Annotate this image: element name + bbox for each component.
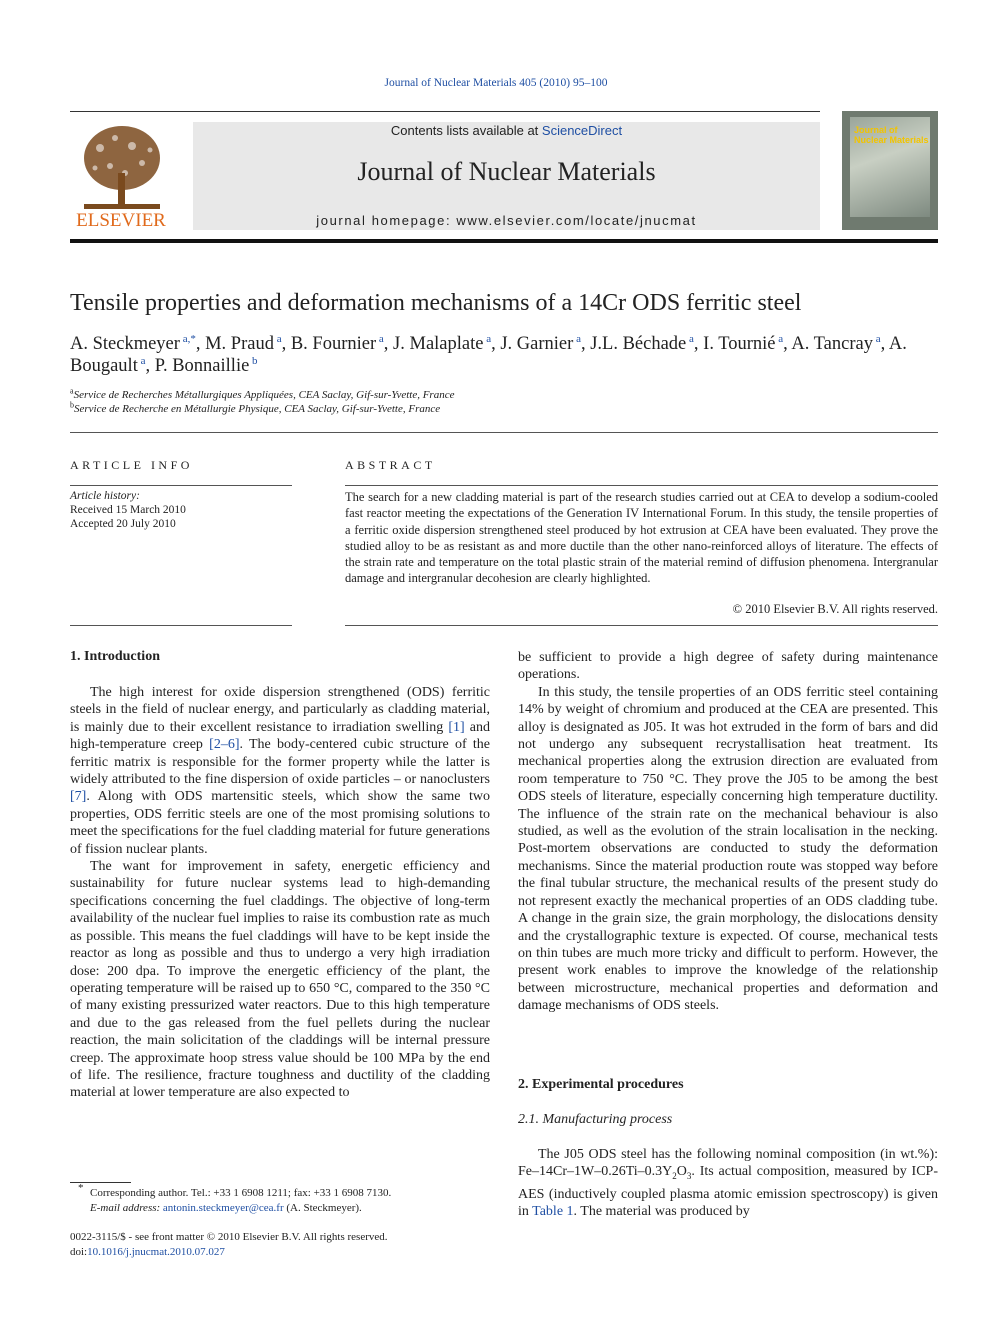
abstract-copyright: © 2010 Elsevier B.V. All rights reserved. — [732, 602, 938, 616]
affiliation-b: $^b$Service de Recherche en Métallurgie Physique, CEA Saclay, Gif-sur-Yvette, France — [70, 400, 441, 415]
author-affiliation-mark[interactable]: a — [573, 332, 581, 345]
author-affiliation-mark[interactable]: a — [273, 332, 282, 345]
right-column — [518, 649, 938, 1015]
author-name: A. Steckmeyer — [70, 334, 180, 354]
intro-paragraph-3: In this study, the tensile properties of an ODS ferritic steel containing 14% by weight of chromium and produced at the CEA are presented. This alloy is designated as J05. It was hot extruded in the form of bars and did not undergo any subsequent recrystallisation heat treatment. Its mechanical properties along the extrusion direction are evaluated from room temperature to 750 °C. They prove the J05 to be among the best ODS steels of literature, especially concerning high temperature ductility. The influence of the strain rate on the mechanical behaviour is also studied, as well as the evolution of the strain localisation in the necking. Post-mortem observations are conducted to study the deformation mechanisms. Since the material production route was stopped way before the final tubular structure, the mechanical results of the present study do not represent exactly the mechanical properties of an ODS cladding tube. A change in the grain size, the grain morphology, the dislocations density and the crystallographic texture is expected. Of course, mechanical tests on thin tubes are much more tricky and difficult to perform. However, the present work enables to improve the knowledge of the relationship between microstructure, mechanical properties and deformation and damage mechanisms of ODS steels. — [518, 684, 938, 1014]
cover-title: Journal of Nuclear Materials — [854, 125, 929, 145]
header-rule — [70, 111, 820, 112]
abstract-bottom-rule — [345, 625, 938, 626]
author-name: J. Malaplate — [393, 334, 484, 354]
journal-cover — [842, 111, 938, 230]
article-info-heading: ARTICLE INFO — [70, 458, 193, 472]
author-affiliation-mark[interactable]: a — [775, 332, 784, 345]
issn-line: 0022-3115/$ - see front matter © 2010 Elsevier B.V. All rights reserved. — [70, 1231, 388, 1243]
manufacturing-paragraph: The J05 ODS steel has the following nominal composition (in wt.%): $Fe-14Cr-1W-0.26Ti-0.3Y_2O_3$. Its actual composition, measured by ICP-AES (inductively coupled plasma atomic emission spectroscopy) is given in Table 1. The material was produced by — [518, 1147, 938, 1220]
author-affiliation-mark[interactable]: a — [376, 332, 384, 345]
author-affiliation-mark[interactable]: a — [483, 332, 492, 345]
author-name: A. Tancray — [791, 334, 873, 354]
author-affiliation-mark[interactable]: a — [686, 332, 694, 345]
article-history: Article history: Received 15 March 2010 Accepted 20 July 2010 — [70, 490, 186, 530]
author-name: A. Bougault — [70, 334, 907, 376]
intro-paragraph-1: The high interest for oxide dispersion strengthened (ODS) ferritic steels in the field of nuclear energy, and particularly as cladding material, is mainly due to their excellent resistance to irradiation swelling [1] and high-temperature creep [2–6]. The body-centered cubic structure of the ferritic matrix is responsible for the former property while the latter is widely attributed to the fine dispersion of oxide particles – or nanoclusters [7]. Along with ODS martensitic steels, which show the same two properties, ODS ferritic steels are one of the most promising solutions to meet the specifications for the fuel cladding material for future generations of fission nuclear plants. — [70, 685, 491, 857]
ref-2-6-link[interactable]: [2–6] — [209, 737, 240, 753]
ref-1-link[interactable]: [1] — [448, 719, 465, 735]
corresponding-author: Corresponding author. Tel.: +33 1 6908 1211; fax: +33 1 6908 7130. — [90, 1187, 392, 1199]
author-name: I. Tournié — [703, 334, 776, 354]
email-link[interactable]: antonin.steckmeyer@cea.fr — [162, 1202, 284, 1214]
section-2-1-heading: 2.1. Manufacturing process — [518, 1112, 673, 1127]
author-affiliation-mark[interactable]: a — [872, 332, 881, 345]
header-thick-rule — [70, 239, 938, 243]
elsevier-logo — [70, 118, 172, 233]
doi-link[interactable]: 10.1016/j.jnucmat.2010.07.027 — [87, 1246, 225, 1258]
author-name: J.L. Béchade — [590, 334, 687, 354]
section-2-heading: 2. Experimental procedures — [518, 1077, 684, 1092]
affiliation-a: $^a$Service de Recherches Métallurgiques Appliquées, CEA Saclay, Gif-sur-Yvette, France — [70, 386, 455, 401]
ref-7-link[interactable]: [7] — [70, 789, 87, 805]
sciencedirect-link[interactable]: ScienceDirect — [541, 123, 623, 138]
footnote-star: * — [78, 1182, 84, 1194]
publisher-name: ELSEVIER — [76, 210, 166, 231]
table-1-link[interactable]: Table 1 — [532, 1204, 574, 1220]
journal-citation[interactable]: Journal of Nuclear Materials 405 (2010) 95–100 — [384, 77, 608, 89]
doi-line: doi:10.1016/j.jnucmat.2010.07.027 — [70, 1246, 225, 1258]
intro-paragraph-2: The want for improvement in safety, energetic efficiency and sustainability for future nuclear systems lead to high-demanding specifications concerning the fuel claddings. The objective of long-term availability of the nuclear fuel implies to raise its combustion rate as much as possible. This means the fuel claddings will have to be kept inside the reactor as long as possible and thus to undergo a very high irradiation dose: 200 dpa. To improve the energetic efficiency of the plant, the operating temperature will be raised up to 650 °C, compared to the 350 °C of many existing pressurized water reactors. Due to this high temperature and due to the gas released from the fuel pellets during the nuclear reaction, the main solicitation of the claddings will be internal pressure creep. The approximate hoop stress value should be 100 MPa by the end of life. The resilience, fracture toughness and ductility of the cladding material at lower temperature are also expected to — [70, 859, 490, 1101]
email-line: E-mail address: antonin.steckmeyer@cea.fr (A. Steckmeyer). — [90, 1202, 362, 1214]
affiliation-rule — [70, 432, 938, 433]
abstract-text: The search for a new cladding material is part of the research studies carried out at CEA to develop a sodium-cooled fast reactor meeting the expectations of the Generation IV International Forum. In this study, the tensile properties of a ferritic oxide dispersion strengthened steel produced by hot extrusion at CEA have been evaluated. They prove the studied alloy to be as resistant as and more ductile than the other nano-reinforced alloys of literature. The effects of the strain rate and temperature on the total plastic strain of the material remind of diffusion phenomena. Intergranular damage and intergranular decohesion are clearly highlighted. — [345, 490, 938, 586]
intro-paragraph-continued: be sufficient to provide a high degree of safety during maintenance operations. — [518, 650, 938, 683]
author-list: A. Steckmeyer $^{a,*}$, M. Praud $^a$, B. Fournier $^a$, J. Malaplate $^a$, J. Garnier $^a$, J.L. Béchade $^a$, I. Tournié $^a$, A. Tancray $^a$, A. Bougault $^a$, P. Bonnaillie $^b$ — [70, 332, 907, 376]
article-info-rule — [70, 485, 292, 486]
article-info-bottom-rule — [70, 625, 292, 626]
contents-line — [193, 123, 820, 138]
contents-prefix: Contents lists available at — [390, 123, 542, 138]
author-name: P. Bonnaillie — [154, 356, 250, 376]
author-affiliation-mark[interactable]: a,* — [179, 332, 196, 345]
journal-homepage[interactable]: journal homepage: www.elsevier.com/locate/jnucmat — [316, 213, 697, 228]
article-title: Tensile properties and deformation mechanisms of a 14Cr ODS ferritic steel — [70, 290, 802, 316]
abstract-heading: ABSTRACT — [345, 458, 436, 472]
author-name: M. Praud — [205, 334, 274, 354]
left-column — [70, 684, 490, 1102]
journal-title: Journal of Nuclear Materials — [357, 157, 656, 186]
author-name: B. Fournier — [290, 334, 377, 354]
author-affiliation-mark[interactable]: b — [249, 354, 258, 367]
abstract-rule — [345, 485, 938, 486]
author-affiliation-mark[interactable]: a — [137, 354, 146, 367]
section-1-heading: 1. Introduction — [70, 649, 160, 664]
author-name: J. Garnier — [500, 334, 574, 354]
